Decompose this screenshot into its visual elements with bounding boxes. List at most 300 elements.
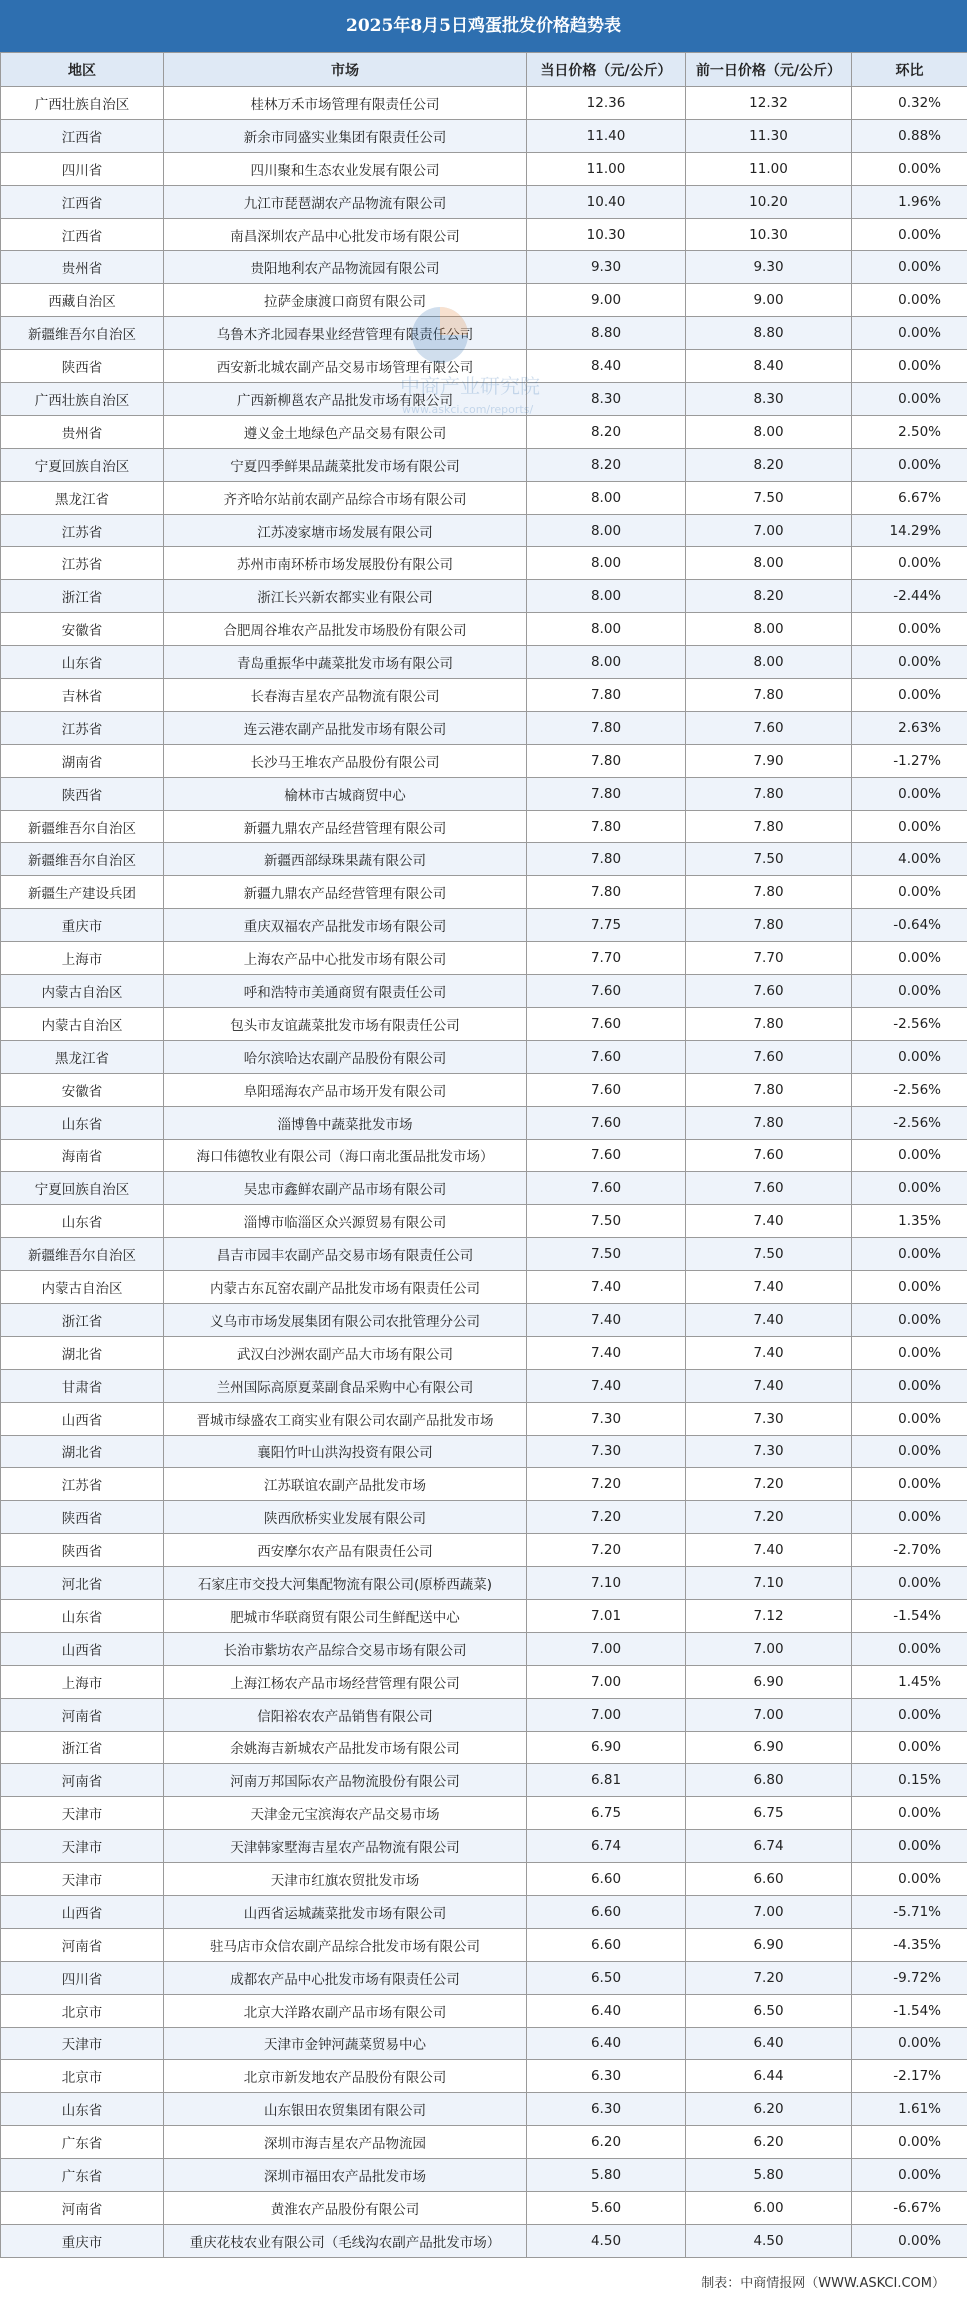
cell-market: 贵阳地利农产品物流园有限公司 [164, 251, 527, 284]
cell-prev-price: 7.50 [686, 843, 852, 876]
table-row [1, 2126, 967, 2159]
table-row [1, 580, 967, 613]
cell-region: 内蒙古自治区 [1, 975, 164, 1008]
cell-today-price: 7.60 [527, 1007, 686, 1040]
cell-market: 余姚海吉新城农产品批发市场有限公司 [164, 1731, 527, 1764]
cell-region: 江苏省 [1, 1468, 164, 1501]
table-row [1, 711, 967, 744]
table-row [1, 975, 967, 1008]
cell-change: 0.00% [852, 1830, 967, 1863]
cell-today-price: 7.00 [527, 1632, 686, 1665]
cell-today-price: 5.80 [527, 2159, 686, 2192]
cell-prev-price: 8.00 [686, 547, 852, 580]
cell-region: 江苏省 [1, 514, 164, 547]
cell-today-price: 8.00 [527, 547, 686, 580]
cell-change: 1.61% [852, 2093, 967, 2126]
cell-today-price: 7.80 [527, 810, 686, 843]
cell-change: 0.00% [852, 1040, 967, 1073]
cell-change: 0.00% [852, 1435, 967, 1468]
table-row [1, 1731, 967, 1764]
cell-today-price: 7.50 [527, 1238, 686, 1271]
cell-change: -9.72% [852, 1961, 967, 1994]
cell-market: 襄阳竹叶山洪沟投资有限公司 [164, 1435, 527, 1468]
cell-today-price: 6.20 [527, 2126, 686, 2159]
cell-market: 肥城市华联商贸有限公司生鲜配送中心 [164, 1599, 527, 1632]
cell-change: -2.56% [852, 1106, 967, 1139]
cell-region: 新疆生产建设兵团 [1, 876, 164, 909]
table-row [1, 2224, 967, 2257]
table-row [1, 1501, 967, 1534]
cell-today-price: 6.30 [527, 2093, 686, 2126]
cell-region: 广东省 [1, 2126, 164, 2159]
cell-today-price: 8.00 [527, 613, 686, 646]
cell-today-price: 7.80 [527, 744, 686, 777]
table-row [1, 284, 967, 317]
cell-today-price: 7.80 [527, 876, 686, 909]
cell-region: 山东省 [1, 1599, 164, 1632]
cell-today-price: 7.20 [527, 1501, 686, 1534]
cell-change: 0.00% [852, 942, 967, 975]
cell-change: 0.00% [852, 1139, 967, 1172]
table-row [1, 2093, 967, 2126]
table-row [1, 1172, 967, 1205]
cell-region: 广西壮族自治区 [1, 87, 164, 120]
cell-prev-price: 7.40 [686, 1369, 852, 1402]
table-row [1, 843, 967, 876]
cell-today-price: 7.80 [527, 777, 686, 810]
cell-today-price: 7.20 [527, 1534, 686, 1567]
cell-change: 4.00% [852, 843, 967, 876]
cell-region: 湖北省 [1, 1336, 164, 1369]
cell-prev-price: 7.00 [686, 1632, 852, 1665]
cell-prev-price: 11.30 [686, 119, 852, 152]
cell-region: 广西壮族自治区 [1, 383, 164, 416]
cell-region: 山西省 [1, 1632, 164, 1665]
cell-market: 九江市琵琶湖农产品物流有限公司 [164, 185, 527, 218]
cell-region: 西藏自治区 [1, 284, 164, 317]
cell-market: 呼和浩特市美通商贸有限责任公司 [164, 975, 527, 1008]
cell-prev-price: 8.40 [686, 350, 852, 383]
cell-market: 西安摩尔农产品有限责任公司 [164, 1534, 527, 1567]
table-row [1, 777, 967, 810]
cell-change: -2.70% [852, 1534, 967, 1567]
cell-region: 陕西省 [1, 350, 164, 383]
cell-market: 重庆双福农产品批发市场有限公司 [164, 909, 527, 942]
cell-today-price: 6.40 [527, 1994, 686, 2027]
table-row [1, 1994, 967, 2027]
cell-region: 陕西省 [1, 1501, 164, 1534]
table-row [1, 1040, 967, 1073]
table-row [1, 2060, 967, 2093]
cell-market: 吴忠市鑫鲜农副产品市场有限公司 [164, 1172, 527, 1205]
cell-region: 天津市 [1, 1863, 164, 1896]
cell-today-price: 5.60 [527, 2192, 686, 2225]
table-row [1, 448, 967, 481]
cell-today-price: 8.20 [527, 448, 686, 481]
cell-change: -2.44% [852, 580, 967, 613]
cell-region: 宁夏回族自治区 [1, 448, 164, 481]
cell-today-price: 10.30 [527, 218, 686, 251]
cell-region: 安徽省 [1, 1073, 164, 1106]
cell-change: 0.00% [852, 1238, 967, 1271]
cell-market: 昌吉市园丰农副产品交易市场有限责任公司 [164, 1238, 527, 1271]
cell-change: 0.00% [852, 547, 967, 580]
watermark-url: www.askci.com/reports/ [402, 403, 534, 416]
table-row [1, 1303, 967, 1336]
cell-prev-price: 6.40 [686, 2027, 852, 2060]
cell-region: 吉林省 [1, 679, 164, 712]
cell-change: 0.00% [852, 1698, 967, 1731]
cell-change: -1.27% [852, 744, 967, 777]
cell-change: -0.64% [852, 909, 967, 942]
cell-change: 0.00% [852, 810, 967, 843]
cell-market: 上海农产品中心批发市场有限公司 [164, 942, 527, 975]
column-header-market: 市场 [164, 53, 527, 87]
cell-prev-price: 7.00 [686, 1895, 852, 1928]
cell-today-price: 6.30 [527, 2060, 686, 2093]
cell-prev-price: 7.70 [686, 942, 852, 975]
cell-market: 新疆九鼎农产品经营管理有限公司 [164, 810, 527, 843]
cell-market: 拉萨金康渡口商贸有限公司 [164, 284, 527, 317]
cell-today-price: 8.00 [527, 646, 686, 679]
cell-today-price: 10.40 [527, 185, 686, 218]
column-header-prev-price: 前一日价格（元/公斤） [686, 53, 852, 87]
cell-change: -2.56% [852, 1073, 967, 1106]
cell-today-price: 6.60 [527, 1895, 686, 1928]
cell-prev-price: 8.30 [686, 383, 852, 416]
cell-prev-price: 6.60 [686, 1863, 852, 1896]
cell-prev-price: 8.80 [686, 317, 852, 350]
column-header-today-price: 当日价格（元/公斤） [527, 53, 686, 87]
cell-region: 浙江省 [1, 580, 164, 613]
cell-prev-price: 7.50 [686, 1238, 852, 1271]
table-row [1, 1797, 967, 1830]
watermark-name: 中商产业研究院 [400, 374, 540, 398]
cell-change: 0.00% [852, 613, 967, 646]
cell-change: 0.00% [852, 350, 967, 383]
cell-region: 山东省 [1, 2093, 164, 2126]
cell-change: 0.00% [852, 2159, 967, 2192]
cell-market: 信阳裕农农产品销售有限公司 [164, 1698, 527, 1731]
table-row [1, 679, 967, 712]
cell-market: 新余市同盛实业集团有限责任公司 [164, 119, 527, 152]
cell-today-price: 8.00 [527, 580, 686, 613]
cell-prev-price: 7.80 [686, 876, 852, 909]
cell-prev-price: 7.80 [686, 810, 852, 843]
cell-today-price: 7.10 [527, 1567, 686, 1600]
cell-market: 北京大洋路农副产品市场有限公司 [164, 1994, 527, 2027]
page-title: 2025年8月5日鸡蛋批发价格趋势表 [0, 0, 967, 52]
cell-prev-price: 6.20 [686, 2093, 852, 2126]
cell-market: 长治市紫坊农产品综合交易市场有限公司 [164, 1632, 527, 1665]
table-row [1, 613, 967, 646]
cell-change: 2.63% [852, 711, 967, 744]
cell-today-price: 7.80 [527, 679, 686, 712]
cell-region: 上海市 [1, 942, 164, 975]
cell-prev-price: 8.00 [686, 613, 852, 646]
cell-region: 新疆维吾尔自治区 [1, 1238, 164, 1271]
cell-prev-price: 6.90 [686, 1665, 852, 1698]
cell-change: 0.00% [852, 975, 967, 1008]
cell-change: 0.00% [852, 1402, 967, 1435]
cell-region: 安徽省 [1, 613, 164, 646]
cell-region: 新疆维吾尔自治区 [1, 843, 164, 876]
cell-change: 0.00% [852, 1172, 967, 1205]
cell-change: 0.00% [852, 1336, 967, 1369]
footer-source: 制表：中商情报网（WWW.ASKCI.COM） [701, 2276, 945, 2291]
cell-today-price: 7.30 [527, 1435, 686, 1468]
cell-today-price: 6.81 [527, 1764, 686, 1797]
cell-market: 桂林万禾市场管理有限责任公司 [164, 87, 527, 120]
cell-region: 贵州省 [1, 251, 164, 284]
cell-prev-price: 7.60 [686, 711, 852, 744]
table-row [1, 1665, 967, 1698]
cell-today-price: 7.60 [527, 975, 686, 1008]
cell-region: 内蒙古自治区 [1, 1271, 164, 1304]
cell-change: 0.00% [852, 1797, 967, 1830]
table-header-row [1, 53, 967, 87]
cell-region: 黑龙江省 [1, 1040, 164, 1073]
cell-market: 兰州国际高原夏菜副食品采购中心有限公司 [164, 1369, 527, 1402]
cell-today-price: 6.50 [527, 1961, 686, 1994]
cell-change: 6.67% [852, 481, 967, 514]
cell-region: 黑龙江省 [1, 481, 164, 514]
table-row [1, 2027, 967, 2060]
cell-region: 湖北省 [1, 1435, 164, 1468]
cell-change: 0.00% [852, 1632, 967, 1665]
cell-prev-price: 6.90 [686, 1928, 852, 1961]
cell-prev-price: 7.80 [686, 777, 852, 810]
cell-change: 0.00% [852, 1468, 967, 1501]
cell-region: 江苏省 [1, 711, 164, 744]
cell-market: 浙江长兴新农都实业有限公司 [164, 580, 527, 613]
cell-prev-price: 6.50 [686, 1994, 852, 2027]
cell-market: 四川聚和生态农业发展有限公司 [164, 152, 527, 185]
cell-prev-price: 7.00 [686, 514, 852, 547]
table-row [1, 1402, 967, 1435]
cell-region: 四川省 [1, 1961, 164, 1994]
cell-prev-price: 7.90 [686, 744, 852, 777]
cell-market: 长春海吉星农产品物流有限公司 [164, 679, 527, 712]
cell-today-price: 7.50 [527, 1205, 686, 1238]
cell-market: 陕西欣桥实业发展有限公司 [164, 1501, 527, 1534]
cell-change: 0.00% [852, 2126, 967, 2159]
cell-prev-price: 10.20 [686, 185, 852, 218]
cell-prev-price: 7.40 [686, 1336, 852, 1369]
cell-market: 宁夏四季鲜果品蔬菜批发市场有限公司 [164, 448, 527, 481]
cell-market: 哈尔滨哈达农副产品股份有限公司 [164, 1040, 527, 1073]
table-row [1, 1534, 967, 1567]
cell-prev-price: 8.00 [686, 646, 852, 679]
cell-region: 江西省 [1, 185, 164, 218]
table-row [1, 1271, 967, 1304]
cell-market: 榆林市古城商贸中心 [164, 777, 527, 810]
cell-change: 0.00% [852, 1303, 967, 1336]
table-row [1, 2159, 967, 2192]
cell-prev-price: 12.32 [686, 87, 852, 120]
cell-prev-price: 7.60 [686, 975, 852, 1008]
cell-prev-price: 9.00 [686, 284, 852, 317]
cell-today-price: 6.90 [527, 1731, 686, 1764]
cell-region: 浙江省 [1, 1731, 164, 1764]
cell-market: 乌鲁木齐北园春果业经营管理有限责任公司 [164, 317, 527, 350]
table-row [1, 218, 967, 251]
cell-today-price: 7.40 [527, 1271, 686, 1304]
cell-change: 0.00% [852, 448, 967, 481]
cell-market: 山东银田农贸集团有限公司 [164, 2093, 527, 2126]
cell-region: 重庆市 [1, 909, 164, 942]
cell-change: 0.00% [852, 383, 967, 416]
cell-region: 北京市 [1, 2060, 164, 2093]
cell-change: 0.00% [852, 1567, 967, 1600]
cell-prev-price: 7.20 [686, 1468, 852, 1501]
cell-region: 天津市 [1, 1830, 164, 1863]
table-row [1, 1336, 967, 1369]
cell-region: 河南省 [1, 1928, 164, 1961]
cell-prev-price: 7.20 [686, 1961, 852, 1994]
table-row [1, 415, 967, 448]
table-row [1, 1369, 967, 1402]
table-row [1, 1007, 967, 1040]
cell-region: 陕西省 [1, 1534, 164, 1567]
table-row [1, 87, 967, 120]
cell-region: 四川省 [1, 152, 164, 185]
cell-today-price: 7.00 [527, 1698, 686, 1731]
table-row [1, 1830, 967, 1863]
table-row [1, 1435, 967, 1468]
cell-today-price: 6.40 [527, 2027, 686, 2060]
cell-prev-price: 6.44 [686, 2060, 852, 2093]
cell-today-price: 7.60 [527, 1106, 686, 1139]
table-row [1, 185, 967, 218]
cell-prev-price: 7.40 [686, 1303, 852, 1336]
cell-prev-price: 7.30 [686, 1435, 852, 1468]
cell-market: 南昌深圳农产品中心批发市场有限公司 [164, 218, 527, 251]
table-row [1, 1928, 967, 1961]
cell-region: 山西省 [1, 1402, 164, 1435]
cell-region: 河南省 [1, 1698, 164, 1731]
cell-prev-price: 8.20 [686, 448, 852, 481]
cell-change: -2.17% [852, 2060, 967, 2093]
cell-region: 天津市 [1, 1797, 164, 1830]
cell-today-price: 8.20 [527, 415, 686, 448]
cell-today-price: 7.80 [527, 843, 686, 876]
table-row [1, 514, 967, 547]
table-body [1, 87, 967, 2258]
cell-today-price: 7.40 [527, 1336, 686, 1369]
cell-region: 江西省 [1, 119, 164, 152]
table-row [1, 942, 967, 975]
column-header-change: 环比 [852, 53, 967, 87]
cell-prev-price: 7.80 [686, 679, 852, 712]
cell-prev-price: 8.00 [686, 415, 852, 448]
cell-market: 广西新柳邕农产品批发市场有限公司 [164, 383, 527, 416]
cell-region: 河南省 [1, 1764, 164, 1797]
table-row [1, 1106, 967, 1139]
cell-today-price: 8.00 [527, 481, 686, 514]
cell-region: 海南省 [1, 1139, 164, 1172]
table-row [1, 317, 967, 350]
cell-change: 0.00% [852, 679, 967, 712]
cell-region: 山东省 [1, 1205, 164, 1238]
cell-region: 江西省 [1, 218, 164, 251]
cell-prev-price: 7.50 [686, 481, 852, 514]
table-row [1, 909, 967, 942]
cell-change: 0.15% [852, 1764, 967, 1797]
table-row [1, 1139, 967, 1172]
cell-prev-price: 9.30 [686, 251, 852, 284]
cell-prev-price: 6.80 [686, 1764, 852, 1797]
cell-today-price: 8.80 [527, 317, 686, 350]
cell-region: 河南省 [1, 2192, 164, 2225]
cell-change: 0.00% [852, 251, 967, 284]
table-row [1, 1599, 967, 1632]
cell-market: 苏州市南环桥市场发展股份有限公司 [164, 547, 527, 580]
egg-price-table [0, 52, 967, 2258]
table-row [1, 152, 967, 185]
table-row [1, 1764, 967, 1797]
cell-change: -1.54% [852, 1599, 967, 1632]
cell-market: 包头市友谊蔬菜批发市场有限责任公司 [164, 1007, 527, 1040]
cell-market: 石家庄市交投大河集配物流有限公司(原桥西蔬菜) [164, 1567, 527, 1600]
cell-prev-price: 6.74 [686, 1830, 852, 1863]
cell-prev-price: 11.00 [686, 152, 852, 185]
cell-prev-price: 6.00 [686, 2192, 852, 2225]
table-row [1, 1698, 967, 1731]
table-row [1, 481, 967, 514]
cell-region: 新疆维吾尔自治区 [1, 810, 164, 843]
cell-market: 阜阳瑶海农产品市场开发有限公司 [164, 1073, 527, 1106]
cell-today-price: 7.60 [527, 1172, 686, 1205]
cell-market: 上海江杨农产品市场经营管理有限公司 [164, 1665, 527, 1698]
cell-today-price: 11.40 [527, 119, 686, 152]
cell-market: 江苏凌家塘市场发展有限公司 [164, 514, 527, 547]
cell-change: -6.67% [852, 2192, 967, 2225]
cell-market: 淄博市临淄区众兴源贸易有限公司 [164, 1205, 527, 1238]
cell-market: 深圳市海吉星农产品物流园 [164, 2126, 527, 2159]
table-row [1, 383, 967, 416]
cell-change: 14.29% [852, 514, 967, 547]
table-row [1, 2192, 967, 2225]
cell-change: 0.00% [852, 1731, 967, 1764]
cell-market: 青岛重振华中蔬菜批发市场有限公司 [164, 646, 527, 679]
cell-change: 1.45% [852, 1665, 967, 1698]
cell-change: -2.56% [852, 1007, 967, 1040]
cell-market: 天津韩家墅海吉星农产品物流有限公司 [164, 1830, 527, 1863]
table-row [1, 1895, 967, 1928]
table-row [1, 350, 967, 383]
cell-market: 齐齐哈尔站前农副产品综合市场有限公司 [164, 481, 527, 514]
cell-market: 西安新北城农副产品交易市场管理有限公司 [164, 350, 527, 383]
cell-today-price: 11.00 [527, 152, 686, 185]
cell-market: 天津市金钟河蔬菜贸易中心 [164, 2027, 527, 2060]
cell-change: 1.35% [852, 1205, 967, 1238]
cell-change: -5.71% [852, 1895, 967, 1928]
cell-market: 内蒙古东瓦窑农副产品批发市场有限责任公司 [164, 1271, 527, 1304]
cell-market: 黄淮农产品股份有限公司 [164, 2192, 527, 2225]
table-row [1, 1205, 967, 1238]
cell-market: 成都农产品中心批发市场有限责任公司 [164, 1961, 527, 1994]
table-row [1, 810, 967, 843]
cell-today-price: 7.00 [527, 1665, 686, 1698]
table-row [1, 547, 967, 580]
cell-prev-price: 7.80 [686, 1007, 852, 1040]
table-row [1, 251, 967, 284]
cell-region: 湖南省 [1, 744, 164, 777]
cell-prev-price: 7.60 [686, 1139, 852, 1172]
cell-market: 天津市红旗农贸批发市场 [164, 1863, 527, 1896]
cell-market: 江苏联谊农副产品批发市场 [164, 1468, 527, 1501]
